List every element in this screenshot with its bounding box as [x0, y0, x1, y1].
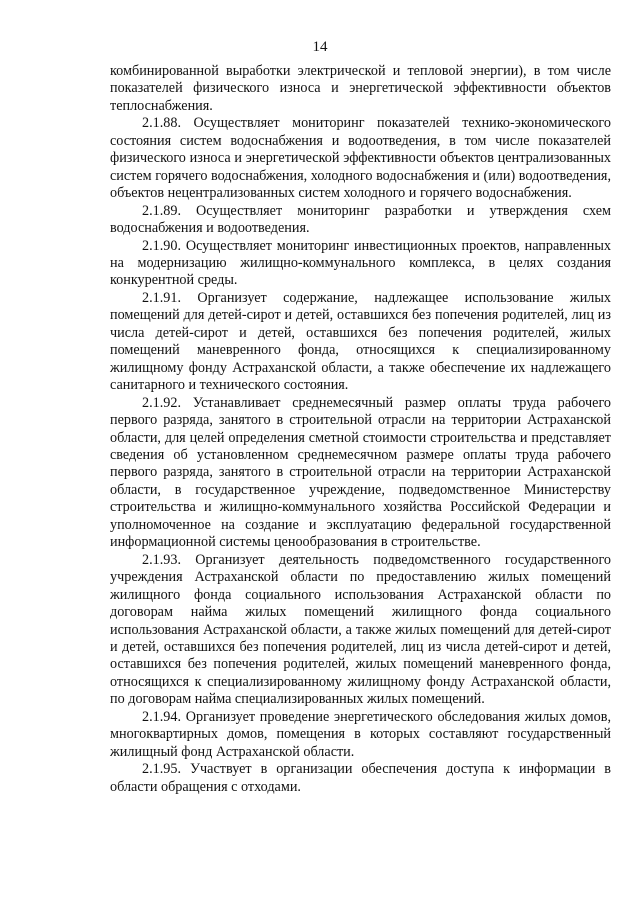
- paragraph-2-1-90: 2.1.90. Осуществляет мониторинг инвестиционных проектов, направленных на модернизацию жилищно-коммунального комплекса, в целях создания конкурентной среды.: [110, 237, 611, 289]
- paragraph-2-1-92: 2.1.92. Устанавливает среднемесячный размер оплаты труда рабочего первого разряда, занятого в строительной отрасли на территории Астраханской области, для целей определения сметной стоимости строительства и представляет сведения об установленном среднемесячном размере оплаты труда рабочего первого разряда, занятого в строительной отрасли на территории Астраханской области, в государственное учреждение, подведомственное Министерству строительства и жилищно-коммунального хозяйства Российской Федерации и уполномоченное на создание и эксплуатацию федеральной государственной информационной системы ценообразования в строительстве.: [110, 394, 611, 551]
- paragraph-2-1-95: 2.1.95. Участвует в организации обеспечения доступа к информации в области обращения с отходами.: [110, 761, 611, 795]
- paragraph-2-1-88: 2.1.88. Осуществляет мониторинг показателей технико-экономического состояния систем водоснабжения и водоотведения, в том числе показателей физического износа и энергетической эффективности объектов централизованных систем горячего водоснабжения, холодного водоснабжения и (или) водоотведения, объектов нецентрализованных систем холодного и горячего водоснабжения.: [110, 115, 611, 202]
- document-body: [110, 63, 611, 796]
- paragraph-continuation: комбинированной выработки электрической и тепловой энергии), в том числе показателей физического износа и энергетической эффективности объектов теплоснабжения.: [110, 63, 611, 114]
- page-number: 14: [312, 39, 328, 55]
- paragraph-2-1-91: 2.1.91. Организует содержание, надлежащее использование жилых помещений для детей-сирот и детей, оставшихся без попечения родителей, лиц из числа детей-сирот и детей, оставшихся без попечения родителей, жилых помещений маневренного фонда, относящихся к специализированному жилищному фонду Астраханской области, а также обеспечение их надлежащего санитарного и технического состояния.: [110, 289, 611, 394]
- paragraph-2-1-94: 2.1.94. Организует проведение энергетического обследования жилых домов, многоквартирных домов, помещения в которых составляют государственный жилищный фонд Астраханской области.: [110, 708, 611, 760]
- paragraph-2-1-89: 2.1.89. Осуществляет мониторинг разработки и утверждения схем водоснабжения и водоотведения.: [110, 202, 611, 237]
- paragraph-2-1-93: 2.1.93. Организует деятельность подведомственного государственного учреждения Астраханской области по предоставлению жилых помещений жилищного фонда социального использования Астраханской области по договорам найма жилых помещений жилищного фонда социального использования Астраханской области, а также жилых помещений для детей-сирот и детей, оставшихся без попечения родителей, лиц из числа детей-сирот и детей, оставшихся без попечения родителей, жилых помещений маневренного фонда, относящихся к специализированному жилищному фонду Астраханской области, по договорам найма специализированных жилых помещений.: [110, 551, 611, 708]
